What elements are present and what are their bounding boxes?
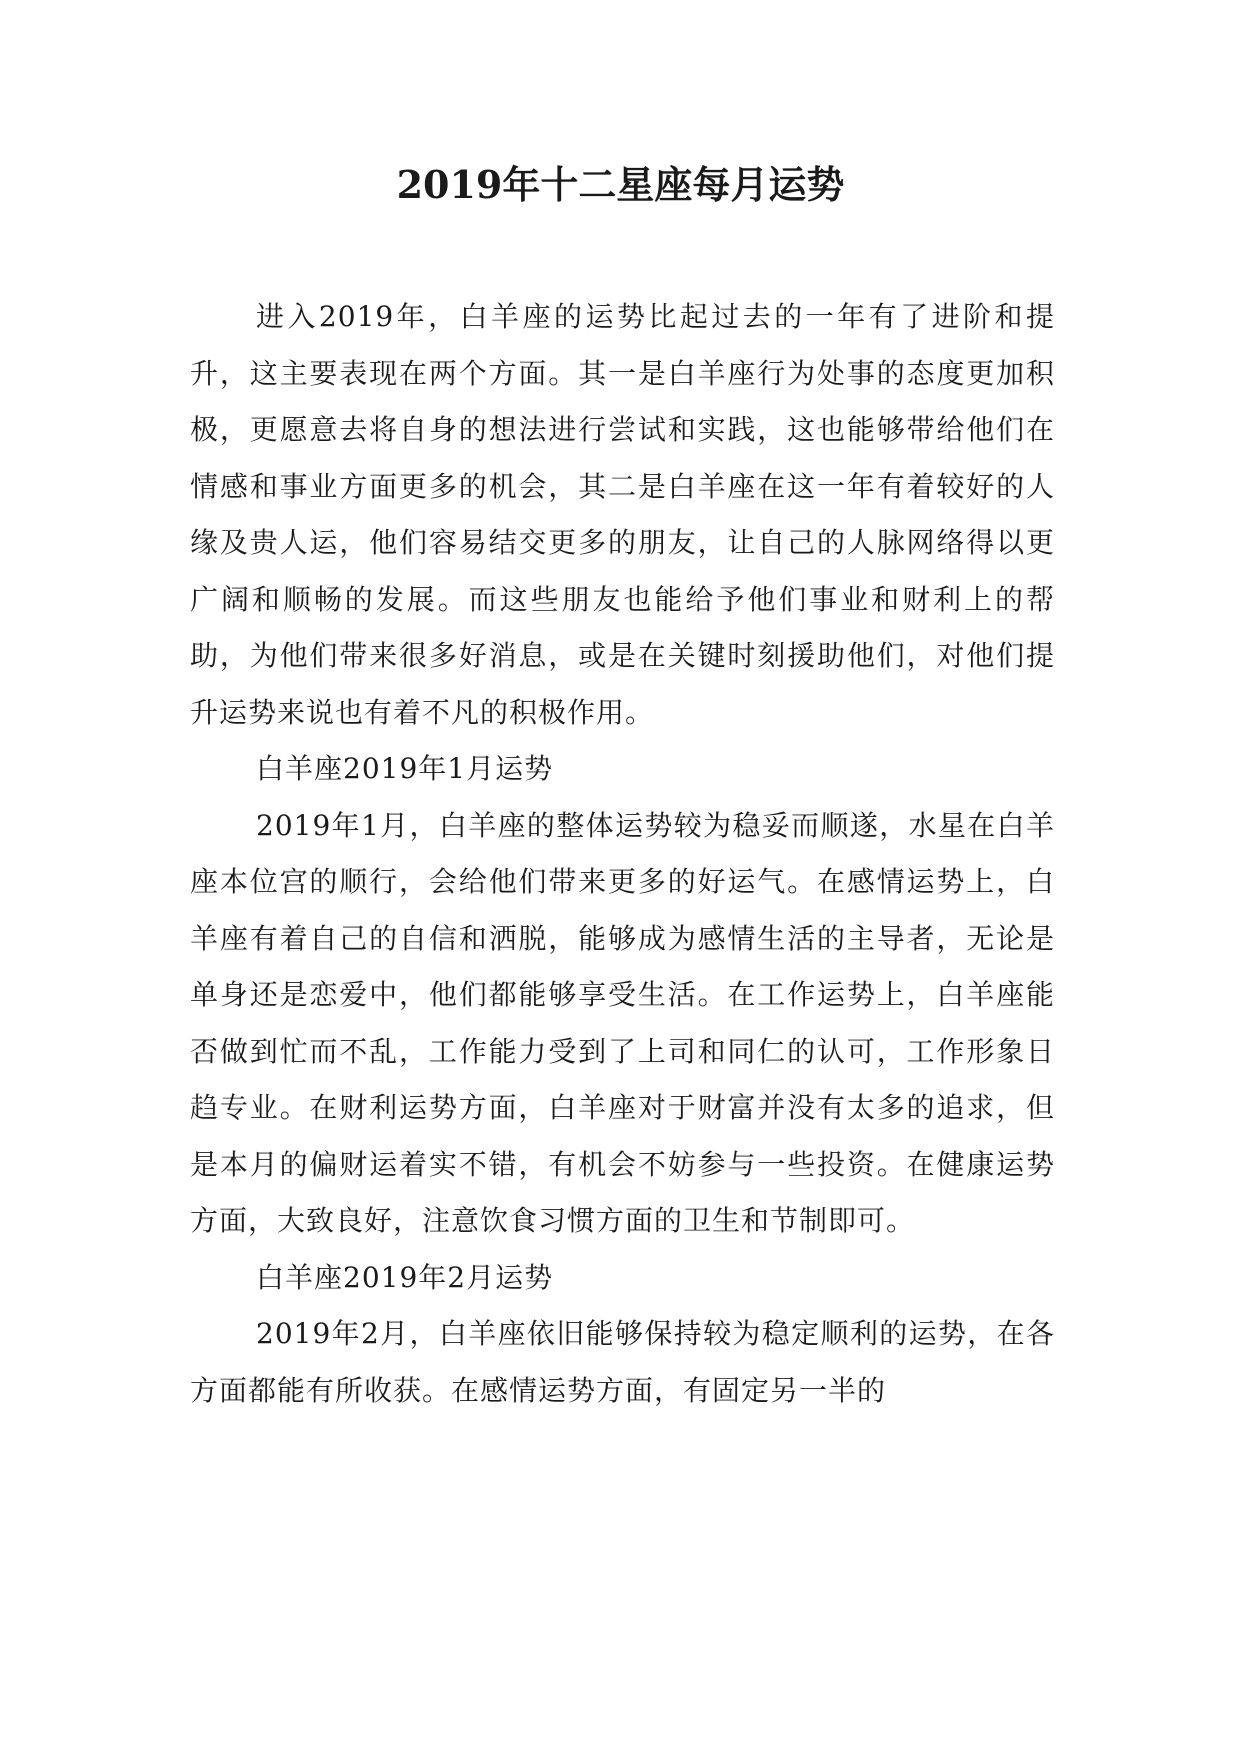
document-body	[190, 289, 1055, 1419]
section-text-february: 2019年2月，白羊座依旧能够保持较为稳定顺利的运势，在各方面都能有所收获。在感情运势方面，有固定另一半的	[190, 1317, 1055, 1407]
intro-paragraph: 进入2019年，白羊座的运势比起过去的一年有了进阶和提升，这主要表现在两个方面。其一是白羊座行为处事的态度更加积极，更愿意去将自身的想法进行尝试和实践，这也能够带给他们在情感和事业方面更多的机会，其二是白羊座在这一年有着较好的人缘及贵人运，他们容易结交更多的朋友，让自己的人脉网络得以更广阔和顺畅的发展。而这些朋友也能给予他们事业和财利上的帮助，为他们带来很多好消息，或是在关键时刻援助他们，对他们提升运势来说也有着不凡的积极作用。	[190, 300, 1055, 729]
section-text-january: 2019年1月，白羊座的整体运势较为稳妥而顺遂，水星在白羊座本位宫的顺行，会给他们带来更多的好运气。在感情运势上，白羊座有着自己的自信和洒脱，能够成为感情生活的主导者，无论是单身还是恋爱中，他们都能够享受生活。在工作运势上，白羊座能否做到忙而不乱，工作能力受到了上司和同仁的认可，工作形象日趋专业。在财利运势方面，白羊座对于财富并没有太多的追求，但是本月的偏财运着实不错，有机会不妨参与一些投资。在健康运势方面，大致良好，注意饮食习惯方面的卫生和节制即可。	[190, 808, 1055, 1237]
section-heading-january: 白羊座2019年1月运势	[256, 752, 554, 785]
document-title: 2019年十二星座每月运势	[396, 162, 845, 207]
section-heading-february: 白羊座2019年2月运势	[256, 1260, 554, 1294]
